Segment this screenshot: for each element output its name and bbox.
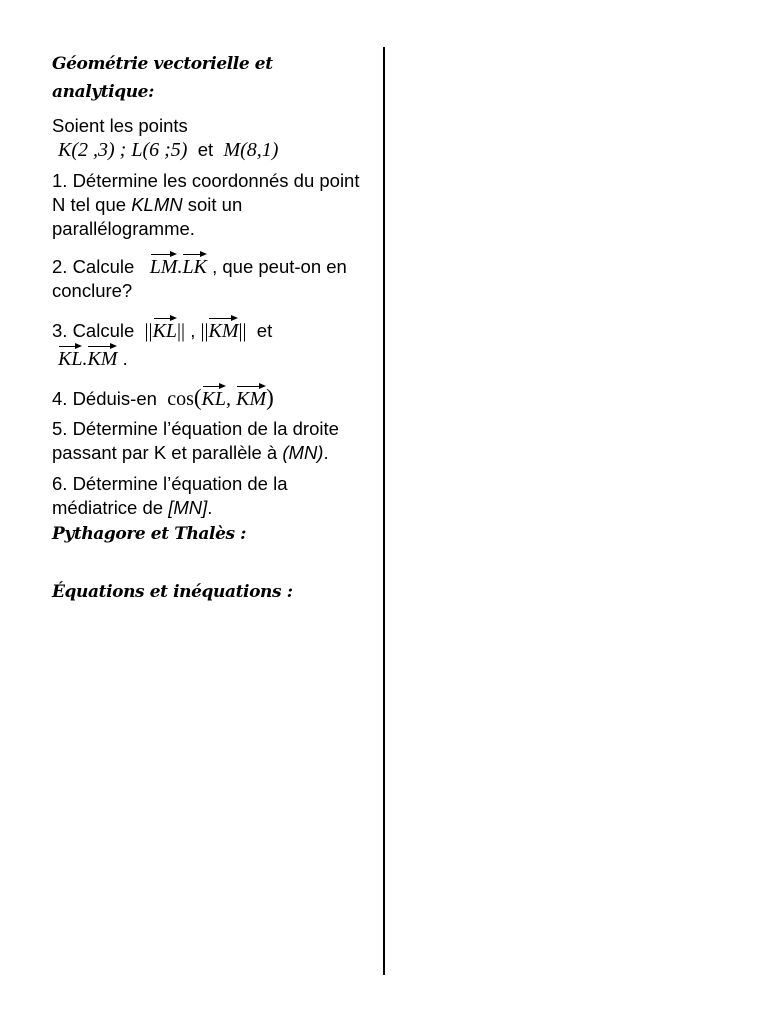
- vector-lk: LK: [182, 251, 206, 279]
- q3-comma: ,: [190, 320, 196, 341]
- q6-segment: [MN]: [168, 497, 208, 518]
- heading-equations: Équations et inéquations :: [52, 582, 293, 602]
- q4-cos: cos: [167, 388, 194, 410]
- vector-kl-dot: KL: [58, 343, 82, 371]
- q3-norm-open-2: ||: [200, 320, 209, 342]
- q3-dot: .: [82, 348, 88, 370]
- question-6: [52, 472, 374, 520]
- q6-end: .: [207, 497, 213, 518]
- heading-geometrie: Géométrie vectorielle et analytique:: [52, 54, 273, 102]
- q3-norm-close-2: ||: [238, 320, 247, 342]
- q1-text-2: soit un parallélogramme.: [52, 194, 243, 239]
- q3-norm-open-1: ||: [144, 320, 153, 342]
- q4-comma: ,: [226, 388, 231, 410]
- q4-close-paren: ): [266, 385, 274, 410]
- q2-text-1: 2. Calcule: [52, 256, 135, 277]
- q4-open-paren: (: [193, 385, 202, 410]
- column-divider: [383, 47, 385, 975]
- q5-text-1: 5. Détermine l’équation de la droite passant par K et parallèle à: [52, 418, 339, 463]
- q5-line: (MN): [282, 442, 324, 463]
- question-3: [52, 315, 374, 371]
- vector-km-norm: KM: [208, 315, 238, 343]
- vector-lm: LM: [150, 251, 178, 279]
- q5-end: .: [323, 442, 329, 463]
- intro-et: et: [197, 139, 214, 160]
- intro-points: [52, 138, 374, 162]
- question-5: [52, 417, 374, 465]
- vector-kl-cos: KL: [202, 383, 226, 411]
- vector-km-cos: KM: [236, 383, 266, 411]
- q1-text-1: 1. Détermine les coordonnés du point N tel que: [52, 170, 360, 215]
- question-1: [52, 169, 374, 241]
- intro-text: Soient les points: [52, 115, 188, 136]
- q3-end: .: [122, 348, 128, 369]
- points-k-l-formula: K(2 ,3) ; L(6 ;5): [58, 139, 188, 161]
- q3-text-1: 3. Calcule: [52, 320, 135, 341]
- heading-pythagore: Pythagore et Thalès :: [52, 524, 247, 544]
- q2-text-2: , que peut-on en conclure?: [52, 256, 347, 301]
- vector-km-dot: KM: [87, 343, 117, 371]
- q4-text-1: 4. Déduis-en: [52, 388, 157, 409]
- q3-norm-close-1: ||: [177, 320, 186, 342]
- point-m-formula: M(8,1): [223, 139, 279, 161]
- question-2: [52, 251, 374, 303]
- question-4: [52, 383, 374, 411]
- left-column: [52, 50, 374, 606]
- vector-kl-norm: KL: [153, 315, 177, 343]
- q1-figure: KLMN: [131, 194, 183, 215]
- q2-dot: .: [177, 256, 183, 278]
- q3-et: et: [256, 320, 273, 341]
- q6-text-1: 6. Détermine l’équation de la médiatrice de: [52, 473, 288, 518]
